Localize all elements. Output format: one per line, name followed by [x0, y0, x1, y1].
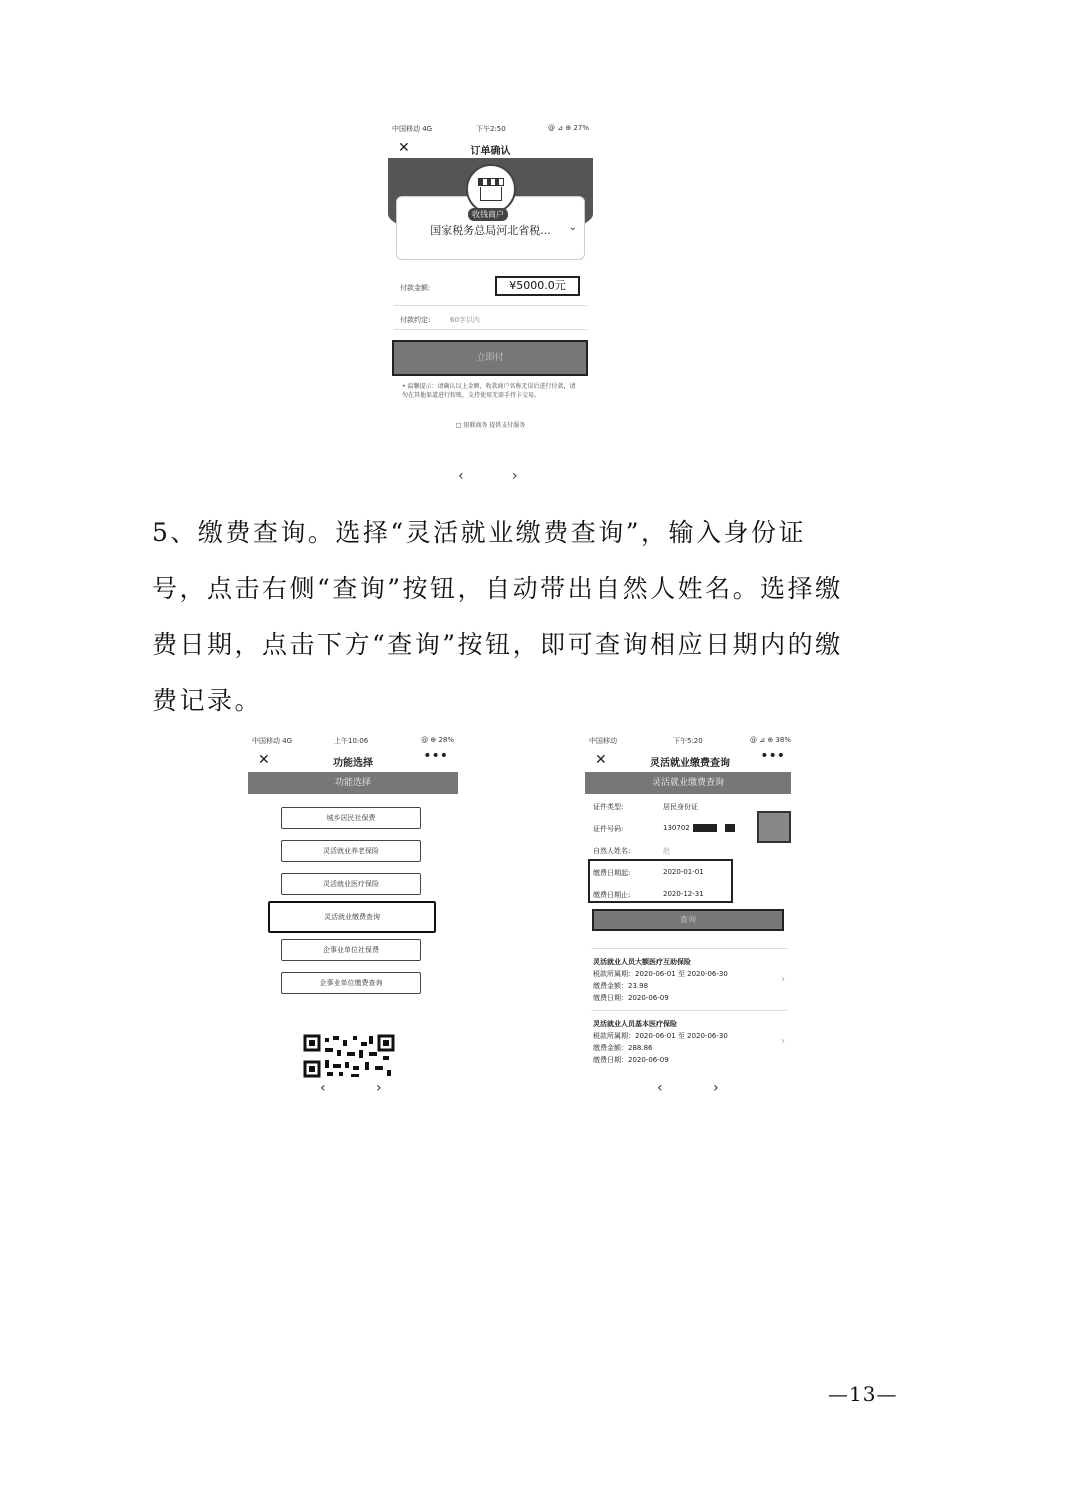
- next-page-icon[interactable]: ›: [512, 468, 518, 484]
- qr-code-icon: [303, 1034, 395, 1079]
- record-date: 缴费日期：2020-06-09: [593, 1056, 669, 1064]
- carrier-text: 中国移动 4G: [252, 737, 293, 745]
- nav-title: 功能选择: [333, 758, 373, 769]
- paragraph-line-4: 费记录。: [152, 686, 263, 715]
- menu-item[interactable]: 城乡居民社保费: [281, 807, 421, 829]
- prev-page-icon[interactable]: ‹: [657, 1080, 663, 1096]
- battery-text: @ ⊕ 28%: [421, 736, 454, 744]
- menu-item[interactable]: 灵活就业医疗保险: [281, 873, 421, 895]
- clock-text: 上午10:06: [334, 737, 369, 745]
- date-to-label: 缴费日期止:: [593, 891, 631, 899]
- query-header: 灵活就业缴费查询: [585, 772, 791, 794]
- pay-button[interactable]: 立即付: [392, 340, 588, 376]
- more-icon[interactable]: •••: [423, 748, 448, 764]
- amount-label: 付款金额:: [400, 284, 431, 292]
- store-icon: [466, 164, 516, 214]
- status-bar: [248, 734, 458, 748]
- nav-bar: [388, 138, 593, 160]
- merchant-badge: 收钱商户: [468, 208, 508, 221]
- record-item[interactable]: [593, 1018, 728, 1066]
- nav-title: 灵活就业缴费查询: [650, 758, 730, 769]
- id-query-button[interactable]: [757, 811, 791, 843]
- order-confirm-screenshot: [388, 122, 593, 467]
- menu-header: 功能选择: [248, 772, 458, 794]
- next-page-icon[interactable]: ›: [376, 1080, 382, 1096]
- id-number-label: 证件号码:: [593, 825, 624, 833]
- close-icon[interactable]: ✕: [595, 752, 607, 768]
- record-date: 缴费日期：2020-06-09: [593, 994, 669, 1002]
- status-bar: [388, 122, 593, 136]
- paragraph-line-2: 号，点击右侧“查询”按钮，自动带出自然人姓名。选择缴: [152, 574, 843, 603]
- clock-text: 下午2:50: [476, 125, 506, 133]
- date-from-input[interactable]: 2020-01-01: [663, 868, 704, 876]
- date-from-label: 缴费日期起:: [593, 869, 631, 877]
- chevron-right-icon[interactable]: ›: [781, 974, 785, 985]
- id-type-value[interactable]: 居民身份证: [663, 803, 698, 811]
- id-number-input[interactable]: 130702: [663, 824, 690, 832]
- prev-page-icon[interactable]: ‹: [320, 1080, 326, 1096]
- paragraph-line-3: 费日期，点击下方“查询”按钮，即可查询相应日期内的缴: [152, 630, 843, 659]
- note-input[interactable]: 60字以内: [450, 316, 480, 324]
- note-label: 付款约定:: [400, 316, 431, 324]
- payment-query-screenshot: [585, 734, 795, 1079]
- prev-page-icon[interactable]: ‹: [458, 468, 464, 484]
- id-type-label: 证件类型:: [593, 803, 624, 811]
- clock-text: 下午5:20: [673, 737, 703, 745]
- record-amount: 缴费金额：23.98: [593, 982, 649, 990]
- name-value: 赵: [663, 847, 670, 855]
- merchant-name: 国家税务总局河北省税...: [430, 224, 551, 237]
- status-bar: [585, 734, 795, 748]
- menu-item[interactable]: 企事业单位社保费: [281, 939, 421, 961]
- menu-item[interactable]: 企事业单位缴费查询: [281, 972, 421, 994]
- redaction-bar: [693, 824, 717, 832]
- record-amount: 缴费金额：288.86: [593, 1044, 653, 1052]
- menu-item[interactable]: 灵活就业养老保险: [281, 840, 421, 862]
- notice-text: • 温馨提示：请确认以上金额，收款商户名称无误后进行付款，请勿在其他渠道进行转账，支持使用无需手持卡交易。: [402, 383, 576, 399]
- chevron-down-icon[interactable]: ⌄: [568, 222, 577, 233]
- battery-text: @ ⊿ ⊕ 27%: [548, 124, 589, 132]
- more-icon[interactable]: •••: [760, 748, 785, 764]
- record-period: 税款所属期：2020-06-01 至 2020-06-30: [593, 1032, 728, 1040]
- next-page-icon[interactable]: ›: [713, 1080, 719, 1096]
- name-label: 自然人姓名:: [593, 847, 631, 855]
- nav-bar: [248, 750, 458, 772]
- nav-title: 订单确认: [470, 146, 511, 157]
- function-select-screenshot: [248, 734, 458, 1079]
- menu-item-highlighted[interactable]: 灵活就业缴费查询: [268, 901, 436, 933]
- close-icon[interactable]: ✕: [398, 140, 410, 156]
- nav-bar: [585, 750, 795, 772]
- carrier-text: 中国移动: [589, 737, 617, 745]
- record-title: 灵活就业人员大额医疗互助保险: [593, 958, 691, 966]
- amount-field[interactable]: ¥5000.0元: [495, 276, 580, 296]
- date-to-input[interactable]: 2020-12-31: [663, 890, 704, 898]
- paragraph-line-1: 5、缴费查询。选择“灵活就业缴费查询”，输入身份证: [152, 518, 806, 547]
- record-period: 税款所属期：2020-06-01 至 2020-06-30: [593, 970, 728, 978]
- provider-footer: □ 银联商务 提供支付服务: [455, 422, 526, 429]
- record-title: 灵活就业人员基本医疗保险: [593, 1020, 677, 1028]
- chevron-right-icon[interactable]: ›: [781, 1036, 785, 1047]
- redaction-bar: [725, 824, 735, 832]
- page-number: —13—: [828, 1382, 898, 1406]
- carrier-text: 中国移动 4G: [392, 125, 433, 133]
- query-button[interactable]: 查询: [592, 909, 784, 931]
- close-icon[interactable]: ✕: [258, 752, 270, 768]
- record-item[interactable]: [593, 956, 728, 1004]
- battery-text: @ ⊿ ⊕ 38%: [750, 736, 791, 744]
